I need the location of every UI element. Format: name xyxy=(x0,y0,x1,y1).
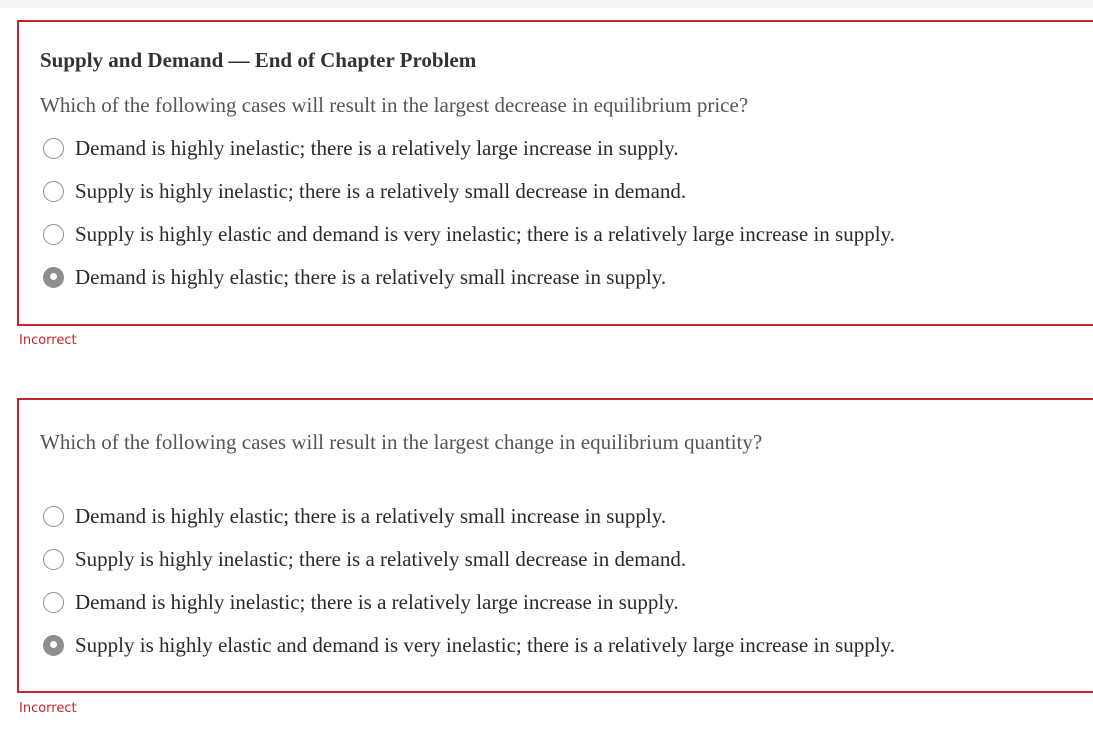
answer-option-3[interactable] xyxy=(43,220,895,248)
radio-button[interactable] xyxy=(43,138,64,159)
answer-option-1[interactable] xyxy=(43,134,679,162)
answer-option-2[interactable] xyxy=(43,545,686,573)
radio-button[interactable] xyxy=(43,181,64,202)
feedback-incorrect: Incorrect xyxy=(19,701,77,716)
question-prompt: Which of the following cases will result in the largest change in equilibrium quantity? xyxy=(40,430,763,454)
answer-option-label: Demand is highly inelastic; there is a relatively large increase in supply. xyxy=(75,135,679,160)
answer-option-3[interactable] xyxy=(43,588,679,616)
answer-option-4[interactable] xyxy=(43,263,666,291)
radio-button[interactable] xyxy=(43,549,64,570)
radio-button[interactable] xyxy=(43,267,64,288)
radio-button[interactable] xyxy=(43,592,64,613)
question-card-1 xyxy=(17,20,1093,326)
feedback-incorrect: Incorrect xyxy=(19,333,77,348)
answer-option-2[interactable] xyxy=(43,177,686,205)
question-card-2 xyxy=(17,398,1093,693)
radio-button[interactable] xyxy=(43,224,64,245)
answer-option-label: Supply is highly inelastic; there is a relatively small decrease in demand. xyxy=(75,178,687,203)
answer-option-label: Demand is highly inelastic; there is a relatively large increase in supply. xyxy=(75,589,679,614)
question-prompt: Which of the following cases will result in the largest decrease in equilibrium price? xyxy=(40,93,749,117)
answer-option-1[interactable] xyxy=(43,502,666,530)
radio-button[interactable] xyxy=(43,635,64,656)
answer-option-label: Demand is highly elastic; there is a relatively small increase in supply. xyxy=(75,264,667,289)
radio-button[interactable] xyxy=(43,506,64,527)
top-strip xyxy=(0,0,1093,8)
answer-option-label: Demand is highly elastic; there is a relatively small increase in supply. xyxy=(75,503,667,528)
answer-option-4[interactable] xyxy=(43,631,895,659)
answer-option-label: Supply is highly inelastic; there is a relatively small decrease in demand. xyxy=(75,546,687,571)
answer-option-label: Supply is highly elastic and demand is very inelastic; there is a relatively large increase in supply. xyxy=(75,221,895,246)
question-title: Supply and Demand — End of Chapter Problem xyxy=(40,48,477,72)
answer-option-label: Supply is highly elastic and demand is very inelastic; there is a relatively large increase in supply. xyxy=(75,632,895,657)
